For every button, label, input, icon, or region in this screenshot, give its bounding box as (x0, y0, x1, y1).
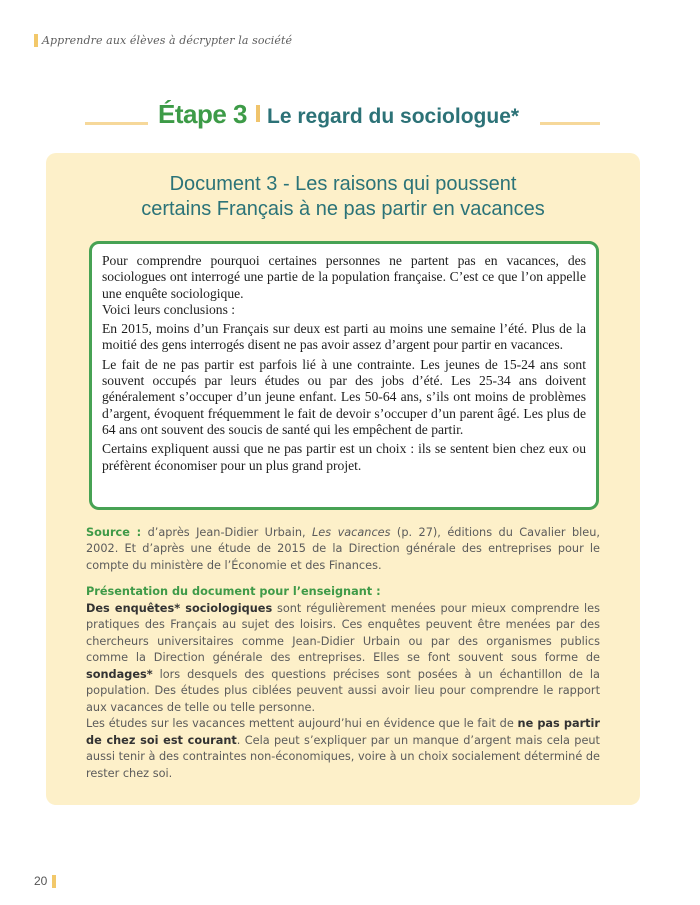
presentation-text: sont régulièrement menées pour mieux comprendre les pratiques des Français au sujet des loisirs. Ces enquêtes peuvent être menées par des chercheurs universitaires comme Jean-Didier Urbain ou par des organismes publics comme la Direction générale des entreprises. Elles se font souvent sous forme de (86, 601, 600, 664)
document-text-box (89, 241, 599, 510)
presentation-paragraph (86, 601, 600, 717)
header-text: Apprendre aux élèves à décrypter la société (42, 33, 293, 47)
document-paragraph: Pour comprendre pourquoi certaines personnes ne partent pas en vacances, des sociologues ont interrogé une partie de la population française. C’est ce que l’on appelle une enquête sociologique. (102, 253, 586, 301)
stage-separator (256, 105, 260, 122)
presentation-term: Des enquêtes* sociologiques (86, 601, 273, 615)
source-text: (p. 27), éditions du Cavalier bleu, 2002. Et d’après une étude de 2015 de la Direction générale des entreprises pour le compte du ministère de l’Économie et des Finances. (86, 526, 600, 572)
document-title-line: Document 3 - Les raisons qui poussent (169, 173, 517, 195)
header-accent-bar (34, 34, 38, 47)
stage-heading (0, 95, 700, 139)
footer-accent-bar (52, 875, 56, 888)
running-header (34, 33, 292, 47)
stage-subtitle: Le regard du sociologue* (267, 105, 520, 128)
teacher-presentation (86, 584, 600, 782)
presentation-text: Les études sur les vacances mettent aujourd’hui en évidence que le fait de (86, 717, 518, 730)
source-label: Source : (86, 526, 142, 539)
document-paragraph: En 2015, moins d’un Français sur deux est parti au moins une semaine l’été. Plus de la moitié des gens interrogés disent ne pas avoir assez d’argent pour partir en vacances. (102, 321, 586, 353)
stage-step: Étape 3 (158, 99, 247, 129)
presentation-paragraph (86, 716, 600, 782)
page-footer (34, 874, 56, 888)
presentation-term: sondages* (86, 667, 153, 681)
presentation-text: lors desquels des questions précises sont posées à un échantillon de la population. Des études plus ciblées peuvent aussi avoir lieu pour comprendre le rapport aux vacances de telle ou telle personne. (86, 667, 600, 714)
document-paragraph: Le fait de ne pas partir est parfois lié à une contrainte. Les jeunes de 15-24 ans sont souvent occupés par leurs études ou par des jobs d’été. Les 25-34 ans doivent généralement s’occuper d’un jeune enfant. Les 50-64 ans, s’ils ont moins de problèmes d’argent, évoquent fréquemment le fait de devoir s’occuper d’un parent âgé. Les plus de 64 ans ont souvent des soucis de santé qui les empêchent de partir. (102, 356, 586, 437)
document-paragraph: Certains expliquent aussi que ne pas partir est un choix : ils se sentent bien chez eux ou préfèrent économiser pour un plus grand projet. (102, 441, 586, 473)
presentation-text: . Cela peut s’expliquer par un manque d’argent mais cela peut aussi tenir à des contraintes non-économiques, voire à un choix socialement déterminé de rester chez soi. (86, 733, 600, 780)
presentation-term: ne pas partir de chez soi est courant (86, 717, 600, 747)
heading-rule-left (85, 122, 148, 125)
presentation-title: Présentation du document pour l’enseignant : (86, 585, 381, 598)
source-book-title: Les vacances (312, 526, 391, 539)
heading-rule-right (540, 122, 600, 125)
document-title (46, 172, 640, 222)
source-text: d’après Jean-Didier Urbain, (141, 526, 313, 539)
stage-title (158, 99, 519, 130)
document-paragraph: Voici leurs conclusions : (102, 301, 236, 317)
document-title-line: certains Français à ne pas partir en vacances (141, 198, 545, 220)
page-number: 20 (34, 874, 48, 888)
source-citation (86, 525, 600, 574)
document-panel (46, 153, 640, 805)
